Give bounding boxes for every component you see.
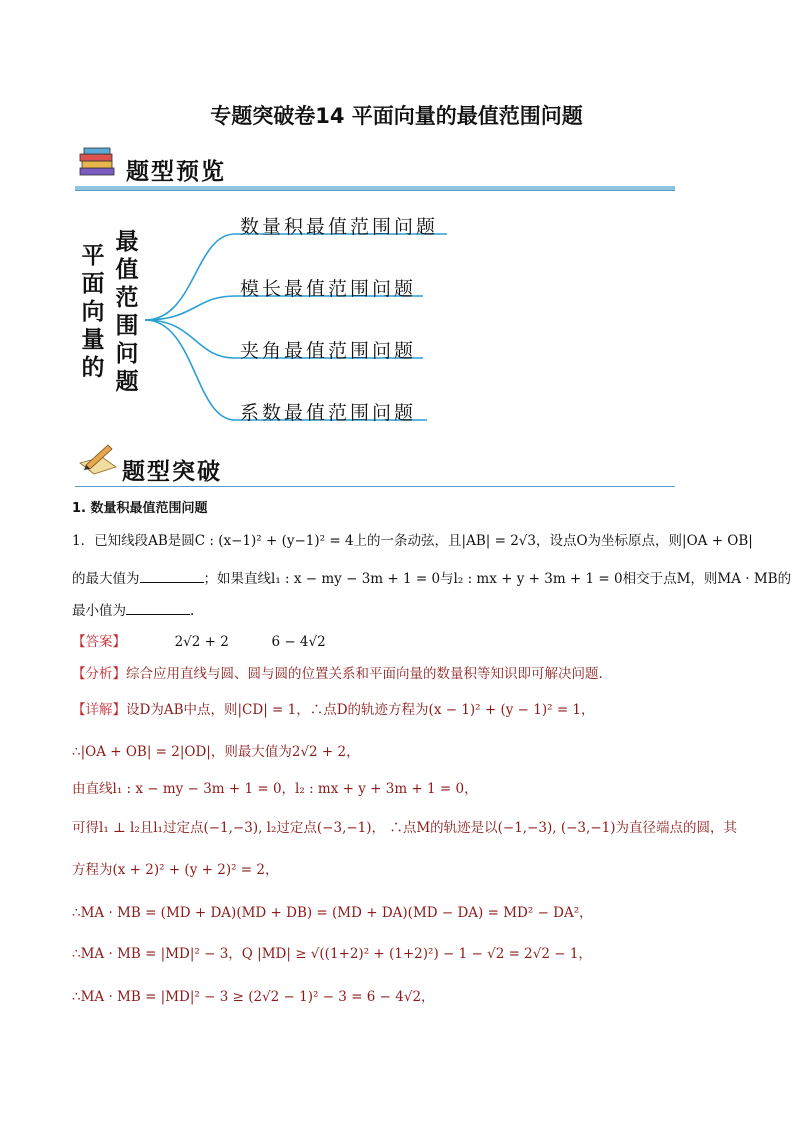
mindmap-root-col1: 平 面 向 量 的 xyxy=(81,243,105,381)
page-title: 专题突破卷14 平面向量的最值范围问题 xyxy=(210,104,583,128)
detail-line-5: 方程为(x + 2)² + (y + 2)² = 2， xyxy=(72,862,279,878)
breakthrough-divider xyxy=(75,486,675,487)
question1-line1: 1．已知线段AB是圆C : (x−1)² + (y−1)² = 4上的一条动弦，且|AB| = 2√3，设点O为坐标原点，则|OA + OB| xyxy=(72,533,753,549)
detail-label: 【详解】 xyxy=(72,702,126,718)
answer-blank-1 xyxy=(140,568,204,583)
breakthrough-heading: 题型突破 xyxy=(122,459,222,485)
branch-coefficient: 系数最值范围问题 xyxy=(240,402,417,424)
detail-line-3: 由直线l₁ : x − my − 3m + 1 = 0，l₂ : mx + y + 3m + 1 = 0， xyxy=(72,781,478,797)
detail-line-7: ∴MA · MB = |MD|² − 3，Q |MD| ≥ √((1+2)² + (1+2)²) − 1 − √2 = 2√2 − 1， xyxy=(72,946,592,962)
section1-title: 1. 数量积最值范围问题 xyxy=(72,501,208,516)
answer-value-2: 6 − 4√2 xyxy=(271,634,326,650)
question1-line2: 的最大值为 ；如果直线l₁ : x − my − 3m + 1 = 0与l₂ : mx + y + 3m + 1 = 0相交于点M，则MA · MB的 xyxy=(72,568,791,589)
branch-magnitude: 模长最值范围问题 xyxy=(240,278,417,300)
analysis-label: 【分析】 xyxy=(72,666,126,682)
branch-angle: 夹角最值范围问题 xyxy=(240,340,417,362)
preview-divider xyxy=(75,186,675,191)
answer-value-1: 2√2 + 2 xyxy=(174,634,229,650)
books-icon xyxy=(78,146,116,176)
answer-blank-2 xyxy=(126,600,190,615)
detail-line-4: 可得l₁ ⊥ l₂且l₁过定点(−1,−3), l₂过定点(−3,−1)， ∴点M的轨迹是以(−1,−3), (−3,−1)为直径端点的圆，其 xyxy=(72,820,737,836)
answer-label: 【答案】 xyxy=(72,634,126,650)
answer-line xyxy=(72,632,326,652)
question1-line3: 最小值为 . xyxy=(72,600,194,621)
mindmap xyxy=(75,200,675,430)
detail-line-6: ∴MA · MB = (MD + DA)(MD + DB) = (MD + DA)(MD − DA) = MD² − DA²， xyxy=(72,905,593,921)
pencil-book-icon xyxy=(78,443,116,473)
detail-line-2: ∴|OA + OB| = 2|OD|，则最大值为2√2 + 2， xyxy=(72,744,360,760)
analysis-line: 【分析】综合应用直线与圆、圆与圆的位置关系和平面向量的数量积等知识即可解决问题. xyxy=(72,666,603,682)
preview-heading: 题型预览 xyxy=(126,159,226,185)
branch-dot-product: 数量积最值范围问题 xyxy=(240,216,439,238)
mindmap-root-col2: 最 值 范 围 问 题 xyxy=(115,229,139,395)
detail-line-8: ∴MA · MB = |MD|² − 3 ≥ (2√2 − 1)² − 3 = 6 − 4√2， xyxy=(72,989,435,1005)
detail-line-1: 【详解】设D为AB中点，则|CD| = 1，∴点D的轨迹方程为(x − 1)² + (y − 1)² = 1， xyxy=(72,702,595,718)
